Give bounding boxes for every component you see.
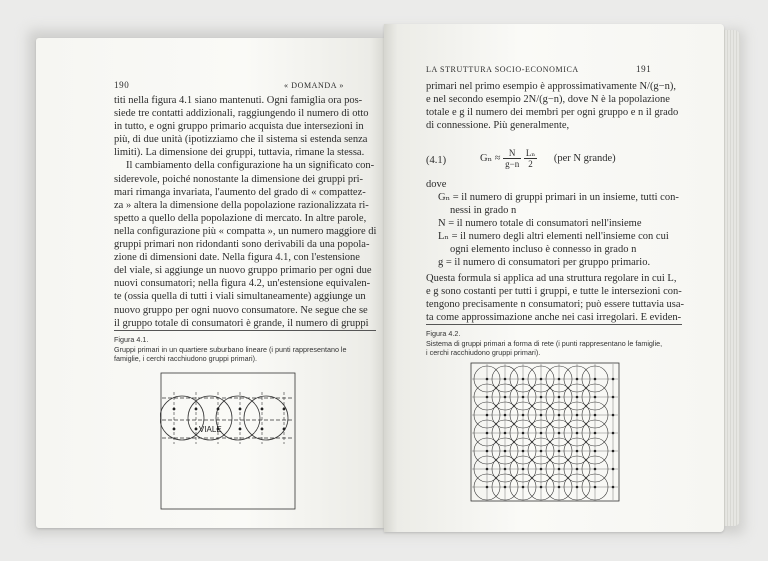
household-dot bbox=[522, 468, 525, 471]
household-dot bbox=[576, 432, 579, 435]
body-line: totale e g il numero dei membri per ogni gruppo e n il grado bbox=[426, 107, 679, 119]
body-line: in tutto, e ogni gruppo primario acquista due intersezioni in bbox=[114, 121, 364, 133]
equation-fraction-1 bbox=[503, 148, 521, 169]
equation-fraction-2 bbox=[524, 148, 537, 169]
definition-line: Lₙ = il numero degli altri elementi nell'insieme con cui bbox=[438, 231, 669, 243]
household-dot bbox=[504, 432, 507, 435]
equation bbox=[480, 148, 616, 169]
right-body-top bbox=[426, 80, 678, 132]
household-dot bbox=[594, 414, 597, 417]
body-line: primari nel primo esempio è approssimativamente N/(g−n), bbox=[426, 81, 676, 92]
left-page bbox=[36, 38, 384, 528]
household-dot bbox=[576, 378, 579, 381]
body-line: e g sono costanti per tutti i gruppi, e tutte le intersezioni con- bbox=[426, 286, 682, 298]
body-line: il gruppo totale di consumatori è grande, il numero di gruppi bbox=[114, 317, 369, 329]
body-line: siderevole, poiché nonostante la dimensione dei gruppi pri- bbox=[114, 173, 364, 185]
primary-group-circle bbox=[160, 396, 204, 440]
body-line: più, di due unità (ipotizziamo che il sistema si estenda senza bbox=[114, 134, 368, 146]
body-line: zione di dimensioni date. Nella figura 4.1, con l'estensione bbox=[114, 252, 360, 264]
household-dot bbox=[195, 428, 198, 431]
caption-line: famiglie, i cerchi racchiudono gruppi primari). bbox=[114, 354, 258, 364]
definition-line: N = il numero totale di consumatori nell'insieme bbox=[438, 218, 642, 230]
left-figure-rule bbox=[114, 330, 376, 331]
household-dot bbox=[576, 450, 579, 453]
household-dot bbox=[540, 378, 543, 381]
right-figure-caption bbox=[426, 339, 662, 357]
household-dot bbox=[594, 378, 597, 381]
household-dot bbox=[558, 414, 561, 417]
figure-4-2-diagram bbox=[470, 362, 620, 502]
body-line: ta come approssimazione anche nei casi irregolari. E eviden- bbox=[426, 312, 682, 324]
household-dot bbox=[504, 414, 507, 417]
body-line: siede tre contatti addizionali, raggiungendo il numero di otto bbox=[114, 108, 369, 120]
household-dot bbox=[522, 378, 525, 381]
household-dot bbox=[173, 408, 176, 411]
left-page-number: 190 bbox=[114, 80, 130, 90]
body-line: za » altera la dimensione della popolazione razionalizzata ri- bbox=[114, 199, 369, 211]
household-dot bbox=[612, 378, 615, 381]
body-line: nuovo gruppo per ogni nuovo consumatore. Ne segue che se bbox=[114, 304, 368, 316]
body-line: tengono precisamente n consumatori; può essere tuttavia usa- bbox=[426, 299, 685, 311]
body-line: spetto a quello della popolazione di mercato. In altre parole, bbox=[114, 212, 367, 224]
primary-group-circle bbox=[244, 396, 288, 440]
figure-4-1-diagram bbox=[160, 372, 296, 510]
right-page-number: 191 bbox=[636, 64, 652, 74]
figure-frame bbox=[161, 373, 295, 509]
household-dot bbox=[576, 396, 579, 399]
right-figure-label: Figura 4.2. bbox=[426, 329, 461, 338]
body-line: limiti). La dimensione dei gruppi, tuttavia, rimane la stessa. bbox=[114, 147, 365, 159]
household-dot bbox=[540, 486, 543, 489]
household-dot bbox=[504, 396, 507, 399]
household-dot bbox=[504, 486, 507, 489]
household-dot bbox=[486, 378, 489, 381]
household-dot bbox=[612, 486, 615, 489]
household-dot bbox=[486, 414, 489, 417]
body-line: di connessione. Più generalmente, bbox=[426, 120, 570, 132]
body-line: Questa formula si applica ad una struttura regolare in cui L, bbox=[426, 273, 677, 284]
body-line: del viale, si aggiunge un nuovo gruppo primario per ogni due bbox=[114, 265, 372, 277]
frac2-numerator: Lₙ bbox=[525, 148, 536, 158]
household-dot bbox=[558, 378, 561, 381]
household-dot bbox=[540, 396, 543, 399]
household-dot bbox=[217, 408, 220, 411]
household-dot bbox=[522, 432, 525, 435]
household-dot bbox=[486, 486, 489, 489]
household-dot bbox=[522, 450, 525, 453]
definition-line: Gₙ = il numero di gruppi primari in un insieme, tutti con- bbox=[438, 192, 679, 203]
equation-number: (4.1) bbox=[426, 155, 447, 166]
body-line: nella configurazione più « compatta », un numero maggiore di bbox=[114, 225, 377, 237]
household-dot bbox=[576, 468, 579, 471]
household-dot bbox=[594, 468, 597, 471]
household-dot bbox=[540, 432, 543, 435]
left-body-text bbox=[114, 94, 376, 330]
household-dot bbox=[486, 396, 489, 399]
body-line: mari rimanga invariata, l'aumento del grado di « compattez- bbox=[114, 186, 366, 198]
body-line: Il cambiamento della configurazione ha un significato con- bbox=[126, 160, 375, 172]
body-line: gruppi primari non ridondanti sono derivabili da una popola- bbox=[114, 239, 370, 251]
household-dot bbox=[594, 396, 597, 399]
household-dot bbox=[522, 486, 525, 489]
left-figure-label: Figura 4.1. bbox=[114, 335, 149, 344]
household-dot bbox=[504, 378, 507, 381]
household-dot bbox=[486, 450, 489, 453]
caption-line: i cerchi racchiudono gruppi primari). bbox=[426, 348, 541, 358]
household-dot bbox=[261, 428, 264, 431]
household-dot bbox=[612, 432, 615, 435]
household-dot bbox=[612, 396, 615, 399]
household-dot bbox=[558, 468, 561, 471]
household-dot bbox=[540, 414, 543, 417]
household-dot bbox=[239, 428, 242, 431]
left-figure-caption bbox=[114, 345, 347, 363]
household-dot bbox=[594, 450, 597, 453]
household-dot bbox=[504, 468, 507, 471]
household-dot bbox=[540, 450, 543, 453]
household-dot bbox=[612, 414, 615, 417]
household-dot bbox=[261, 408, 264, 411]
definition-line: nessi in grado n bbox=[450, 205, 517, 217]
right-page bbox=[384, 24, 724, 532]
right-figure-rule bbox=[426, 324, 682, 325]
household-dot bbox=[540, 468, 543, 471]
household-dot bbox=[612, 468, 615, 471]
household-dot bbox=[522, 414, 525, 417]
body-line: nuovi consumatori; nella figura 4.2, un'estensione equivalen- bbox=[114, 278, 371, 290]
caption-line: Gruppi primari in un quartiere suburbano lineare (i punti rappresentano le bbox=[114, 345, 347, 354]
household-dot bbox=[522, 396, 525, 399]
household-dot bbox=[283, 408, 286, 411]
household-dot bbox=[558, 396, 561, 399]
page-edges bbox=[722, 30, 740, 526]
definition-line: g = il numero di consumatori per gruppo primario. bbox=[438, 257, 651, 269]
right-body-bottom bbox=[426, 272, 684, 324]
household-dot bbox=[195, 408, 198, 411]
household-dot bbox=[504, 450, 507, 453]
body-line: te (ossia quella di tutti i viali simultaneamente) aggiunge un bbox=[114, 291, 366, 303]
body-line: e nel secondo esempio 2N/(g−n), dove N è la popolazione bbox=[426, 94, 670, 106]
where-label: dove bbox=[426, 179, 447, 190]
household-dot bbox=[558, 486, 561, 489]
equation-lhs: Gₙ ≈ bbox=[480, 152, 501, 164]
frac1-numerator: N bbox=[503, 148, 521, 159]
frac2-denominator: 2 bbox=[528, 159, 533, 169]
definitions bbox=[438, 191, 679, 270]
household-dot bbox=[239, 408, 242, 411]
household-dot bbox=[612, 450, 615, 453]
household-dot bbox=[173, 428, 176, 431]
street-label: VIALE bbox=[199, 425, 222, 434]
caption-line: Sistema di gruppi primari a forma di rete (i punti rappresentano le famiglie, bbox=[426, 339, 663, 348]
household-dot bbox=[283, 428, 286, 431]
household-dot bbox=[558, 450, 561, 453]
household-dot bbox=[594, 432, 597, 435]
household-dot bbox=[576, 414, 579, 417]
household-dot bbox=[576, 486, 579, 489]
body-line: titi nella figura 4.1 siano mantenuti. Ogni famiglia ora pos- bbox=[114, 95, 363, 106]
equation-condition: (per N grande) bbox=[553, 152, 616, 164]
household-dot bbox=[486, 432, 489, 435]
definition-line: ogni elemento incluso è connesso in grado n bbox=[450, 244, 637, 256]
household-dot bbox=[486, 468, 489, 471]
household-dot bbox=[594, 486, 597, 489]
frac1-denominator: g−n bbox=[505, 159, 520, 169]
household-dot bbox=[558, 432, 561, 435]
primary-group-circle bbox=[216, 396, 260, 440]
right-running-head: LA STRUTTURA SOCIO-ECONOMICA bbox=[426, 65, 579, 74]
left-running-head: « DOMANDA » bbox=[284, 81, 344, 90]
